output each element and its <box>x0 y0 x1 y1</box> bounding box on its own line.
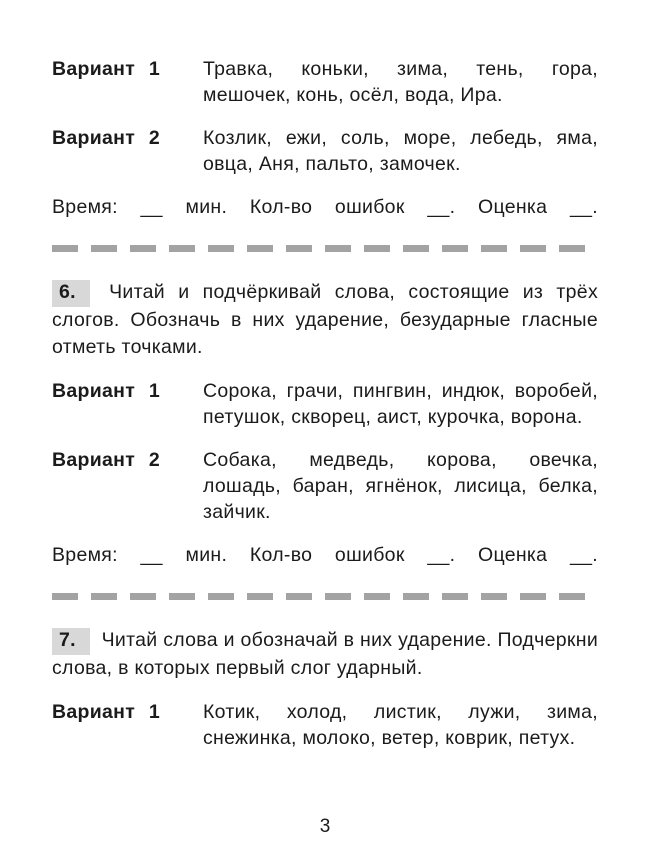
dashed-divider <box>52 245 598 252</box>
exercise-instruction <box>52 279 598 361</box>
variant-row <box>52 447 598 525</box>
page-number: 3 <box>319 816 331 837</box>
variant-word-list: Собака, медведь, корова, овечка, лошадь, баран, ягнёнок, лисица, белка, зайчик. <box>203 449 598 523</box>
variant-word-list: Сорока, грачи, пингвин, индюк, воробей, петушок, скворец, аист, курочка, ворона. <box>203 380 598 428</box>
variant-label: Вариант 2 <box>52 449 160 471</box>
variant-label: Вариант 1 <box>52 380 160 402</box>
variant-word-list: Травка, коньки, зима, тень, гора, мешочек, конь, осёл, вода, Ира. <box>203 58 598 106</box>
exercise-instruction-text: Читай слова и обозначай в них ударение. Подчеркни слова, в которых первый слог ударный. <box>52 629 599 679</box>
variant-row <box>52 125 598 177</box>
variant-label: Вариант 1 <box>52 701 160 723</box>
time-score-line: Время: __ мин. Кол-во ошибок __. Оценка __. <box>52 544 598 566</box>
exercise-6 <box>52 279 598 568</box>
exercise-instruction-text: Читай и подчёркивай слова, состоящие из трёх слогов. Обозначь в них ударение, безударные гласные отметь точками. <box>52 281 598 358</box>
variant-word-list: Козлик, ежи, соль, море, лебедь, яма, овца, Аня, пальто, замочек. <box>203 127 598 175</box>
variant-row <box>52 699 598 751</box>
exercise-instruction <box>52 627 598 682</box>
variant-label: Вариант 2 <box>52 127 160 149</box>
exercise-number: 6. <box>52 280 90 307</box>
variant-row <box>52 56 598 108</box>
exercise-number: 7. <box>52 628 90 655</box>
variant-row <box>52 378 598 430</box>
exercise-7 <box>52 627 598 768</box>
variant-label: Вариант 1 <box>52 58 160 80</box>
results-block <box>52 56 598 220</box>
variant-word-list: Котик, холод, листик, лужи, зима, снежинка, молоко, ветер, коврик, петух. <box>203 701 598 749</box>
dashed-divider <box>52 593 598 600</box>
time-score-line: Время: __ мин. Кол-во ошибок __. Оценка __. <box>52 196 598 218</box>
